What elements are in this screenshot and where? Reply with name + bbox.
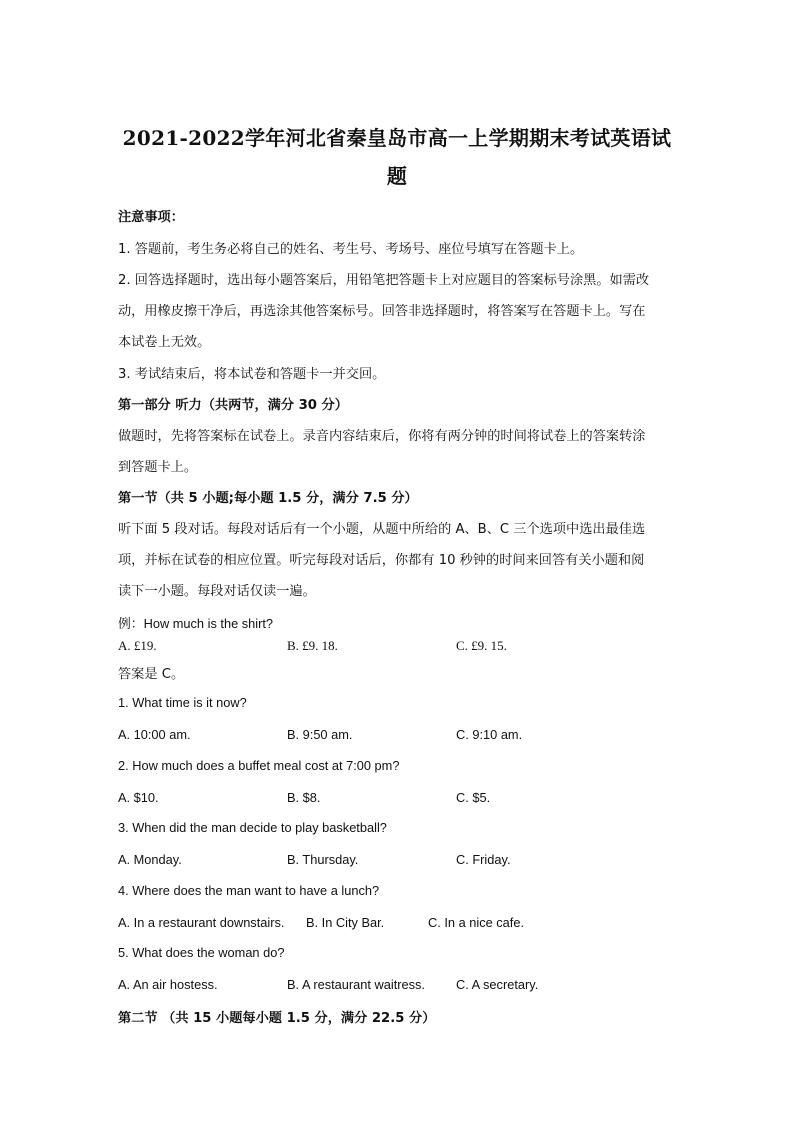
section1-intro-line: 项，并标在试卷的相应位置。听完每段对话后，你都有 10 秒钟的时间来回答有关小题和阅 <box>118 553 645 568</box>
part1-intro-line: 到答题卡上。 <box>118 460 198 475</box>
question-2-option-b: B. $8. <box>287 790 321 805</box>
question-2: 2. How much does a buffet meal cost at 7:00 pm? <box>118 758 400 773</box>
notice-item: 2. 回答选择题时，选出每小题答案后，用铅笔把答题卡上对应题目的答案标号涂黑。如需改 <box>118 273 650 288</box>
page-title: 2021-2022学年河北省秦皇岛市高一上学期期末考试英语试 <box>122 126 672 150</box>
section1-heading: 第一节（共 5 小题;每小题 1.5 分，满分 7.5 分） <box>118 491 418 506</box>
question-4-option-c: C. In a nice cafe. <box>428 915 525 930</box>
example-option-b: B. £9. 18. <box>287 638 338 653</box>
question-2-option-c: C. $5. <box>456 790 491 805</box>
question-3-option-c: C. Friday. <box>456 852 511 867</box>
question-4-option-b: B. In City Bar. <box>306 915 385 930</box>
page-title-continued: 题 <box>386 164 408 188</box>
example-answer: 答案是 C。 <box>118 667 185 682</box>
question-1: 1. What time is it now? <box>118 695 247 710</box>
question-3: 3. When did the man decide to play basketball? <box>118 820 387 835</box>
notice-item: 1. 答题前，考生务必将自己的姓名、考生号、考场号、座位号填写在答题卡上。 <box>118 242 584 257</box>
notice-item: 动，用橡皮擦干净后，再选涂其他答案标号。回答非选择题时，将答案写在答题卡上。写在 <box>118 304 646 319</box>
question-5-option-b: B. A restaurant waitress. <box>287 977 425 992</box>
section1-intro-line: 听下面 5 段对话。每段对话后有一个小题，从题中所给的 A、B、C 三个选项中选出最佳选 <box>118 522 646 537</box>
notice-item: 3. 考试结束后，将本试卷和答题卡一并交回。 <box>118 367 386 382</box>
section2-heading: 第二节 （共 15 小题每小题 1.5 分，满分 22.5 分） <box>118 1011 436 1026</box>
question-5: 5. What does the woman do? <box>118 945 285 960</box>
part1-heading: 第一部分 听力（共两节，满分 30 分） <box>118 398 348 413</box>
example-option-c: C. £9. 15. <box>456 638 507 653</box>
question-3-option-b: B. Thursday. <box>287 852 359 867</box>
notice-heading: 注意事项： <box>118 210 184 225</box>
example-option-a: A. £19. <box>118 638 157 653</box>
question-1-option-b: B. 9:50 am. <box>287 727 353 742</box>
question-4-option-a: A. In a restaurant downstairs. <box>118 915 285 930</box>
example-question: 例：How much is the shirt? <box>118 616 274 631</box>
part1-intro-line: 做题时，先将答案标在试卷上。录音内容结束后，你将有两分钟的时间将试卷上的答案转涂 <box>118 429 646 444</box>
question-5-option-a: A. An air hostess. <box>118 977 218 992</box>
question-3-option-a: A. Monday. <box>118 852 182 867</box>
question-4: 4. Where does the man want to have a lunch? <box>118 883 380 898</box>
question-1-option-a: A. 10:00 am. <box>118 727 191 742</box>
question-5-option-c: C. A secretary. <box>456 977 539 992</box>
question-1-option-c: C. 9:10 am. <box>456 727 523 742</box>
question-2-option-a: A. $10. <box>118 790 159 805</box>
notice-item: 本试卷上无效。 <box>118 335 211 350</box>
section1-intro-line: 读下一小题。每段对话仅读一遍。 <box>118 584 316 599</box>
